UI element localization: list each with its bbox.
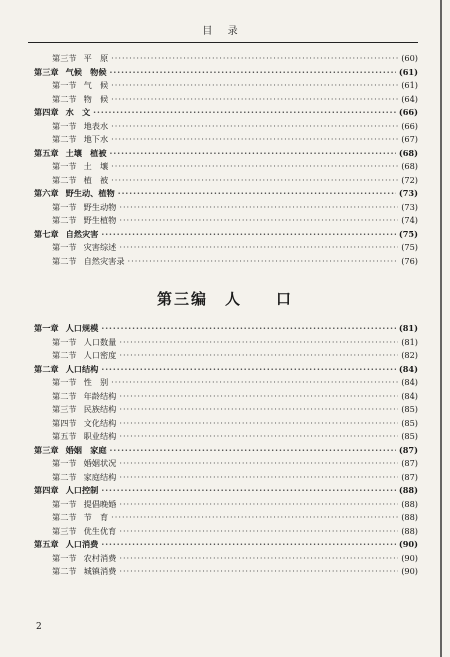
toc-leader-dots bbox=[119, 404, 398, 414]
toc-entry-number: 第三章 bbox=[34, 444, 59, 455]
toc-entry-number: 第三节 bbox=[52, 53, 77, 63]
toc-entry-title: 自然灾害 bbox=[65, 228, 99, 239]
toc-chapter-row bbox=[34, 364, 418, 378]
toc-chapter-row bbox=[34, 229, 418, 243]
toc-entry-title: 人口结构 bbox=[65, 363, 99, 374]
toc-leader-dots bbox=[110, 67, 396, 77]
toc-entry-number: 第二节 bbox=[52, 174, 77, 185]
toc-leader-dots bbox=[119, 472, 398, 482]
toc-page-number: (84) bbox=[401, 377, 418, 387]
toc-leader-dots bbox=[101, 323, 396, 333]
toc-entry-number: 第一节 bbox=[52, 336, 77, 347]
toc-entry-number: 第四章 bbox=[34, 485, 59, 495]
toc-page-number: (75) bbox=[398, 228, 418, 239]
toc-entry-number: 第三节 bbox=[52, 404, 77, 414]
toc-entry-number: 第一节 bbox=[52, 242, 77, 252]
toc-entry-number: 第一节 bbox=[52, 120, 77, 131]
toc-page-number: (68) bbox=[398, 147, 418, 158]
toc-page-number: (88) bbox=[401, 525, 418, 536]
toc-page-number: (75) bbox=[401, 242, 418, 252]
toc-entry-title: 人口数量 bbox=[83, 336, 117, 347]
toc-leader-dots bbox=[119, 350, 398, 360]
toc-chapter-row bbox=[34, 148, 418, 162]
toc-leader-dots bbox=[111, 80, 398, 90]
toc-page-number: (67) bbox=[401, 134, 418, 144]
toc-page-number: (90) bbox=[401, 566, 418, 576]
toc-entry-number: 第四节 bbox=[52, 417, 77, 428]
toc-entry-title: 提倡晚婚 bbox=[83, 498, 117, 509]
toc-leader-dots bbox=[111, 94, 398, 104]
toc-section-row bbox=[34, 134, 418, 148]
toc-section-row bbox=[34, 215, 418, 229]
toc-leader-dots bbox=[101, 539, 396, 549]
toc-entry-title: 人口控制 bbox=[65, 485, 99, 495]
toc-leader-dots bbox=[111, 161, 398, 171]
toc-entry-number: 第二节 bbox=[52, 215, 77, 225]
toc-leader-dots bbox=[111, 377, 398, 387]
page-header bbox=[28, 22, 418, 43]
toc-entry-title: 地表水 bbox=[83, 120, 109, 131]
toc-list-bottom bbox=[34, 323, 418, 580]
toc-entry-title: 人口消费 bbox=[65, 539, 99, 549]
toc-section-row bbox=[34, 121, 418, 135]
toc-leader-dots bbox=[119, 566, 398, 576]
toc-entry-title: 灾害综述 bbox=[83, 242, 117, 252]
toc-entry-title: 城镇消费 bbox=[83, 566, 117, 576]
toc-entry-title: 自然灾害录 bbox=[83, 255, 125, 266]
toc-entry-number: 第五章 bbox=[34, 147, 59, 158]
toc-page-number: (90) bbox=[401, 552, 418, 563]
toc-leader-dots bbox=[119, 391, 398, 401]
toc-entry-title: 年龄结构 bbox=[83, 390, 117, 401]
page-number: 2 bbox=[36, 622, 42, 632]
toc-page-number: (64) bbox=[401, 93, 418, 104]
toc-entry-title: 土壤 植被 bbox=[65, 147, 107, 158]
toc-chapter-row bbox=[34, 107, 418, 121]
toc-page-number: (60) bbox=[401, 53, 418, 63]
toc-page-number: (84) bbox=[398, 363, 418, 374]
toc-entry-title: 性 别 bbox=[83, 377, 109, 387]
toc-page-number: (68) bbox=[401, 161, 418, 171]
toc-entry-title: 人口规模 bbox=[65, 323, 99, 333]
toc-entry-title: 优生优育 bbox=[83, 525, 117, 536]
toc-entry-number: 第一节 bbox=[52, 80, 77, 90]
toc-leader-dots bbox=[119, 499, 398, 509]
toc-page-number: (66) bbox=[401, 120, 418, 131]
toc-entry-title: 野生动、植物 bbox=[65, 188, 115, 198]
toc-leader-dots bbox=[119, 458, 398, 468]
toc-page-number: (82) bbox=[401, 350, 418, 360]
toc-section-row bbox=[34, 458, 418, 472]
toc-leader-dots bbox=[111, 53, 398, 63]
toc-entry-title: 婚姻 家庭 bbox=[65, 444, 107, 455]
toc-entry-number: 第四章 bbox=[34, 107, 59, 117]
toc-section-row bbox=[34, 175, 418, 189]
toc-leader-dots bbox=[111, 512, 398, 522]
toc-entry-number: 第一章 bbox=[34, 323, 59, 333]
toc-entry-number: 第一节 bbox=[52, 458, 77, 468]
toc-page-number: (87) bbox=[401, 471, 418, 482]
toc-page-number: (87) bbox=[401, 458, 418, 468]
header-title: 目 录 bbox=[202, 26, 244, 37]
toc-leader-dots bbox=[119, 337, 398, 347]
toc-entry-title: 民族结构 bbox=[83, 404, 117, 414]
page-edge-line bbox=[440, 0, 442, 657]
toc-entry-number: 第二章 bbox=[34, 363, 59, 374]
toc-section-row bbox=[34, 391, 418, 405]
toc-section-row bbox=[34, 526, 418, 540]
toc-section-row bbox=[34, 350, 418, 364]
toc-page-number: (85) bbox=[401, 431, 418, 441]
toc-leader-dots bbox=[119, 242, 398, 252]
part-title: 第三编 人 口 bbox=[156, 290, 293, 308]
toc-page-number: (85) bbox=[401, 404, 418, 414]
toc-entry-title: 文化结构 bbox=[83, 417, 117, 428]
toc-page-number: (72) bbox=[401, 174, 418, 185]
toc-leader-dots bbox=[119, 431, 398, 441]
toc-chapter-row bbox=[34, 539, 418, 553]
toc-page-number: (81) bbox=[401, 336, 418, 347]
toc-entry-number: 第三节 bbox=[52, 525, 77, 536]
toc-entry-title: 人口密度 bbox=[83, 350, 117, 360]
toc-leader-dots bbox=[101, 364, 396, 374]
toc-section-row bbox=[34, 566, 418, 580]
toc-entry-number: 第七章 bbox=[34, 228, 59, 239]
toc-entry-number: 第二节 bbox=[52, 350, 77, 360]
toc-entry-title: 地下水 bbox=[83, 134, 109, 144]
toc-leader-dots bbox=[119, 215, 398, 225]
toc-entry-title: 职业结构 bbox=[83, 431, 117, 441]
toc-entry-number: 第五节 bbox=[52, 431, 77, 441]
toc-entry-number: 第三章 bbox=[34, 66, 59, 77]
toc-leader-dots bbox=[110, 445, 396, 455]
toc-entry-title: 节 育 bbox=[83, 512, 109, 522]
toc-entry-number: 第一节 bbox=[52, 377, 77, 387]
toc-leader-dots bbox=[119, 553, 398, 563]
toc-section-row bbox=[34, 94, 418, 108]
toc-page-number: (61) bbox=[401, 80, 418, 90]
toc-section-row bbox=[34, 499, 418, 513]
toc-section-row bbox=[34, 431, 418, 445]
toc-entry-title: 土 壤 bbox=[83, 161, 109, 171]
toc-leader-dots bbox=[101, 485, 396, 495]
toc-section-row bbox=[34, 202, 418, 216]
toc-page-number: (61) bbox=[398, 66, 418, 77]
toc-leader-dots bbox=[111, 134, 398, 144]
toc-entry-number: 第二节 bbox=[52, 255, 77, 266]
toc-entry-number: 第六章 bbox=[34, 188, 59, 198]
toc-entry-title: 物 候 bbox=[83, 93, 109, 104]
toc-entry-number: 第二节 bbox=[52, 390, 77, 401]
toc-page-number: (90) bbox=[398, 539, 418, 549]
toc-entry-number: 第一节 bbox=[52, 552, 77, 563]
toc-entry-number: 第二节 bbox=[52, 134, 77, 144]
toc-section-row bbox=[34, 53, 418, 67]
toc-chapter-row bbox=[34, 323, 418, 337]
toc-page-number: (85) bbox=[401, 417, 418, 428]
toc-list-top bbox=[34, 53, 418, 269]
toc-section-row bbox=[34, 404, 418, 418]
toc-entry-number: 第一节 bbox=[52, 161, 77, 171]
toc-entry-title: 平 原 bbox=[83, 53, 109, 63]
toc-page-number: (88) bbox=[398, 485, 418, 495]
toc-entry-number: 第二节 bbox=[52, 93, 77, 104]
toc-leader-dots bbox=[119, 418, 398, 428]
toc-page-number: (73) bbox=[398, 188, 418, 198]
toc-leader-dots bbox=[119, 202, 398, 212]
toc-leader-dots bbox=[93, 107, 396, 117]
toc-entry-title: 气 候 bbox=[83, 80, 109, 90]
toc-chapter-row bbox=[34, 485, 418, 499]
toc-entry-title: 婚姻状况 bbox=[83, 458, 117, 468]
toc-leader-dots bbox=[110, 148, 396, 158]
toc-section-row bbox=[34, 80, 418, 94]
toc-entry-title: 农村消费 bbox=[83, 552, 117, 563]
toc-page-number: (76) bbox=[401, 255, 418, 266]
toc-section-row bbox=[34, 337, 418, 351]
toc-section-row bbox=[34, 472, 418, 486]
toc-chapter-row bbox=[34, 445, 418, 459]
toc-leader-dots bbox=[119, 526, 398, 536]
toc-section-row bbox=[34, 512, 418, 526]
toc-page-number: (88) bbox=[401, 512, 418, 522]
toc-entry-number: 第二节 bbox=[52, 512, 77, 522]
toc-entry-number: 第一节 bbox=[52, 201, 77, 212]
toc-page-number: (87) bbox=[398, 444, 418, 455]
toc-leader-dots bbox=[128, 256, 399, 266]
toc-page-number: (74) bbox=[401, 215, 418, 225]
toc-section-row bbox=[34, 161, 418, 175]
toc-entry-number: 第二节 bbox=[52, 566, 77, 576]
toc-leader-dots bbox=[111, 175, 398, 185]
toc-entry-number: 第二节 bbox=[52, 471, 77, 482]
toc-page-number: (81) bbox=[398, 323, 418, 333]
toc-chapter-row bbox=[34, 67, 418, 81]
toc-entry-number: 第五章 bbox=[34, 539, 59, 549]
toc-page-number: (73) bbox=[401, 201, 418, 212]
toc-leader-dots bbox=[111, 121, 398, 131]
toc-entry-title: 野生植物 bbox=[83, 215, 117, 225]
toc-entry-title: 气候 物候 bbox=[65, 66, 107, 77]
toc-leader-dots bbox=[101, 229, 396, 239]
toc-entry-title: 水 文 bbox=[65, 107, 91, 117]
toc-section-row bbox=[34, 418, 418, 432]
toc-page-number: (88) bbox=[401, 498, 418, 509]
toc-section-row bbox=[34, 256, 418, 270]
toc-section-row bbox=[34, 377, 418, 391]
toc-entry-number: 第一节 bbox=[52, 498, 77, 509]
toc-section-row bbox=[34, 553, 418, 567]
toc-chapter-row bbox=[34, 188, 418, 202]
toc-entry-title: 植 被 bbox=[83, 174, 109, 185]
toc-entry-title: 家庭结构 bbox=[83, 471, 117, 482]
toc-entry-title: 野生动物 bbox=[83, 201, 117, 212]
toc-page-number: (66) bbox=[398, 107, 418, 117]
toc-page-number: (84) bbox=[401, 390, 418, 401]
toc-section-row bbox=[34, 242, 418, 256]
toc-leader-dots bbox=[118, 188, 396, 198]
